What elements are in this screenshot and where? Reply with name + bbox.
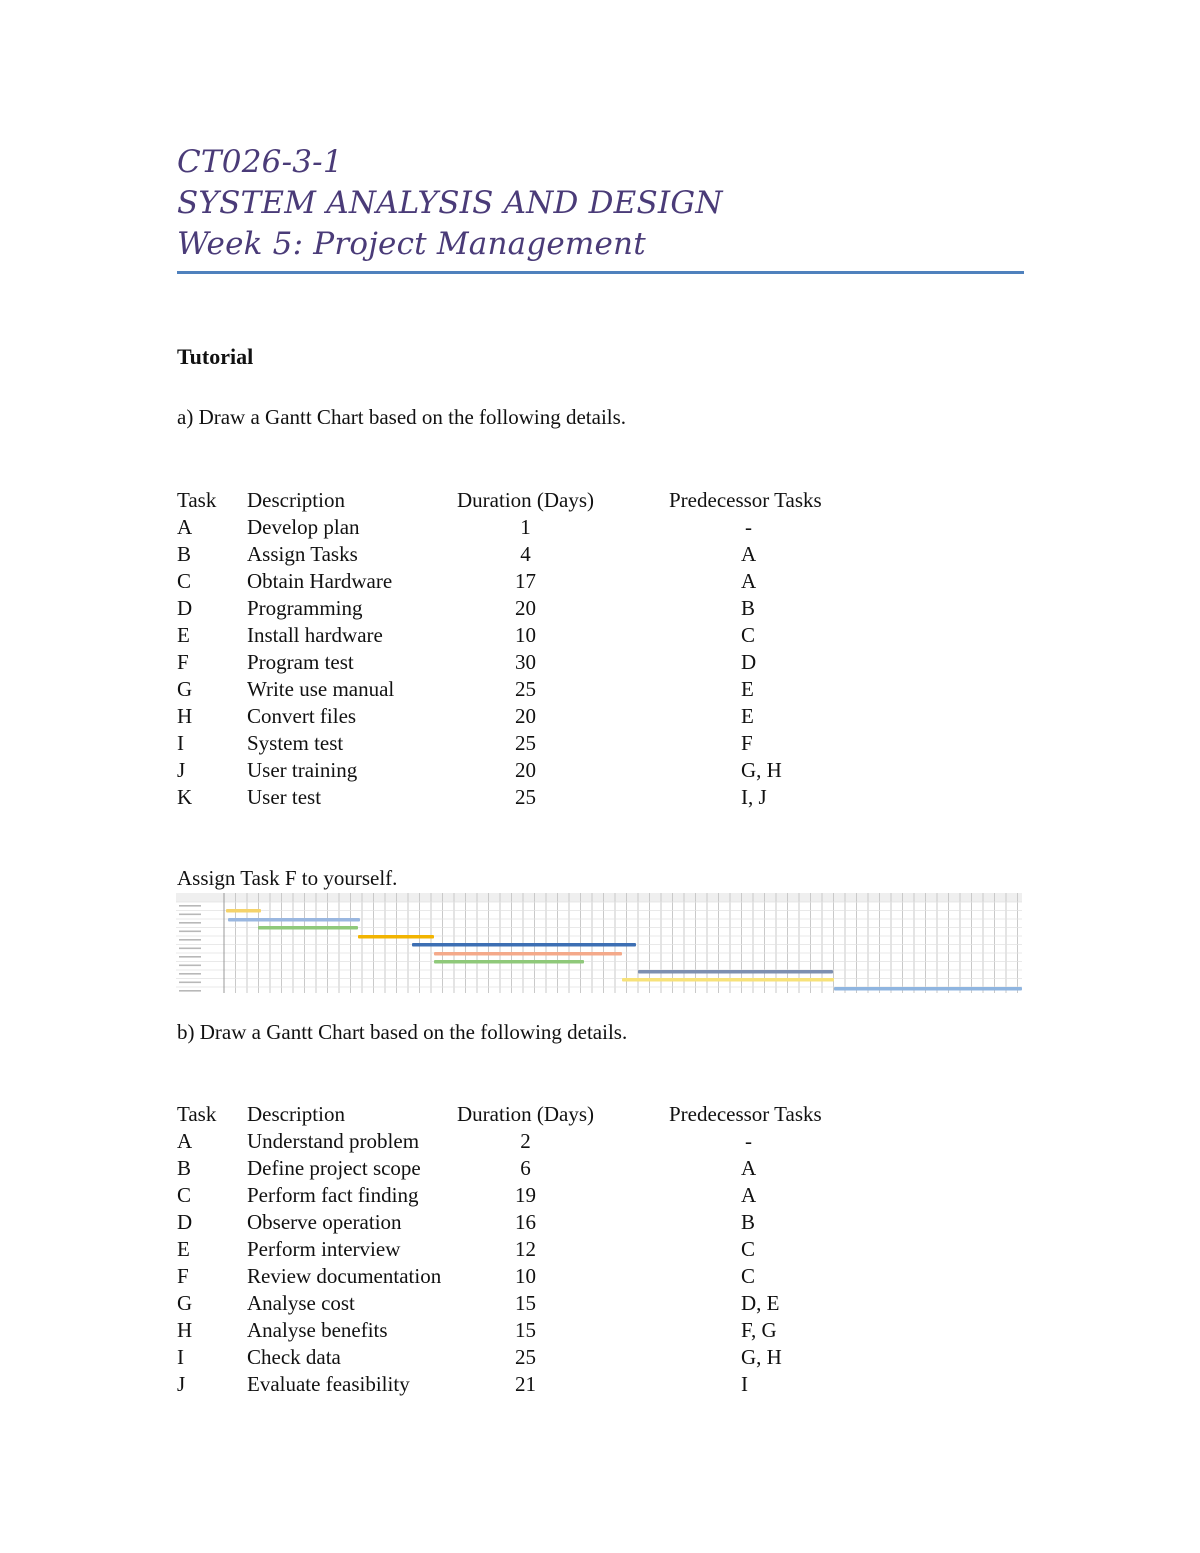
col-header-duration: Duration (Days) bbox=[457, 1102, 595, 1126]
predecessor-cell: B bbox=[741, 596, 756, 620]
predecessor-cell: A bbox=[741, 542, 757, 566]
description-cell: User test bbox=[247, 785, 322, 809]
table-row bbox=[177, 1209, 877, 1236]
gantt-bar-d bbox=[358, 935, 434, 939]
predecessor-cell: I, J bbox=[741, 785, 767, 809]
task-cell: F bbox=[177, 1264, 189, 1288]
task-cell: H bbox=[177, 704, 193, 728]
predecessor-cell: - bbox=[745, 1129, 752, 1153]
gantt-label-text bbox=[179, 939, 201, 941]
duration-cell: 30 bbox=[515, 650, 536, 674]
description-cell: Check data bbox=[247, 1345, 341, 1369]
description-cell: Install hardware bbox=[247, 623, 383, 647]
duration-cell: 1 bbox=[520, 515, 531, 539]
table-header-row bbox=[177, 487, 877, 514]
course-code: CT026-3-1 bbox=[177, 144, 343, 180]
predecessor-cell: - bbox=[745, 515, 752, 539]
task-cell: K bbox=[177, 785, 193, 809]
predecessor-cell: D bbox=[741, 650, 757, 674]
task-cell: C bbox=[177, 1183, 192, 1207]
duration-cell: 16 bbox=[515, 1210, 536, 1234]
predecessor-cell: I bbox=[741, 1372, 748, 1396]
duration-cell: 12 bbox=[515, 1237, 536, 1261]
question-b: b) Draw a Gantt Chart based on the following details. bbox=[177, 1020, 628, 1044]
description-cell: Convert files bbox=[247, 704, 357, 728]
table-row bbox=[177, 514, 877, 541]
table-row bbox=[177, 676, 877, 703]
predecessor-cell: C bbox=[741, 623, 756, 647]
table-row bbox=[177, 1182, 877, 1209]
col-header-predecessor: Predecessor Tasks bbox=[669, 488, 822, 512]
table-row bbox=[177, 1263, 877, 1290]
predecessor-cell: C bbox=[741, 1264, 756, 1288]
table-row bbox=[177, 595, 877, 622]
task-cell: A bbox=[177, 1129, 193, 1153]
description-cell: Analyse cost bbox=[247, 1291, 355, 1315]
description-cell: Review documentation bbox=[247, 1264, 442, 1288]
description-cell: System test bbox=[247, 731, 344, 755]
task-cell: C bbox=[177, 569, 192, 593]
gantt-bar-j bbox=[834, 987, 1022, 991]
gantt-label-text bbox=[179, 982, 201, 984]
section-heading: Tutorial bbox=[177, 344, 254, 369]
task-cell: D bbox=[177, 1210, 193, 1234]
task-cell: F bbox=[177, 650, 189, 674]
gantt-label-text bbox=[179, 905, 201, 907]
description-cell: Develop plan bbox=[247, 515, 360, 539]
predecessor-cell: A bbox=[741, 569, 757, 593]
task-cell: H bbox=[177, 1318, 193, 1342]
gantt-chart-image bbox=[176, 893, 1022, 993]
gantt-label-text bbox=[179, 965, 201, 967]
description-cell: User training bbox=[247, 758, 358, 782]
duration-cell: 10 bbox=[515, 1264, 536, 1288]
duration-cell: 15 bbox=[515, 1318, 536, 1342]
predecessor-cell: C bbox=[741, 1237, 756, 1261]
table-row bbox=[177, 622, 877, 649]
table-row bbox=[177, 1155, 877, 1182]
task-cell: B bbox=[177, 1156, 192, 1180]
predecessor-cell: A bbox=[741, 1156, 757, 1180]
description-cell: Programming bbox=[247, 596, 363, 620]
table-row bbox=[177, 649, 877, 676]
description-cell: Understand problem bbox=[247, 1129, 420, 1153]
table-row bbox=[177, 1371, 877, 1398]
predecessor-cell: F bbox=[741, 731, 753, 755]
table-row bbox=[177, 568, 877, 595]
duration-cell: 20 bbox=[515, 758, 536, 782]
gantt-label-text bbox=[179, 956, 201, 958]
description-cell: Analyse benefits bbox=[247, 1318, 388, 1342]
task-table-a bbox=[177, 487, 877, 811]
predecessor-cell: E bbox=[741, 704, 754, 728]
predecessor-cell: G, H bbox=[741, 1345, 782, 1369]
gantt-bar-f bbox=[434, 952, 622, 956]
task-cell: J bbox=[177, 758, 186, 782]
table-row bbox=[177, 541, 877, 568]
gantt-bar-i bbox=[622, 978, 834, 982]
predecessor-cell: G, H bbox=[741, 758, 782, 782]
title-underline bbox=[177, 271, 1024, 274]
col-header-duration: Duration (Days) bbox=[457, 488, 595, 512]
gantt-label-text bbox=[179, 990, 201, 992]
task-cell: J bbox=[177, 1372, 186, 1396]
duration-cell: 4 bbox=[520, 542, 531, 566]
table-header-row bbox=[177, 1101, 877, 1128]
predecessor-cell: B bbox=[741, 1210, 756, 1234]
gantt-label-text bbox=[179, 973, 201, 975]
duration-cell: 25 bbox=[515, 1345, 536, 1369]
task-cell: D bbox=[177, 596, 193, 620]
predecessor-cell: A bbox=[741, 1183, 757, 1207]
duration-cell: 25 bbox=[515, 785, 536, 809]
description-cell: Perform fact finding bbox=[247, 1183, 419, 1207]
duration-cell: 6 bbox=[520, 1156, 531, 1180]
predecessor-cell: F, G bbox=[741, 1318, 777, 1342]
task-cell: I bbox=[177, 1345, 184, 1369]
gantt-label-text bbox=[179, 948, 201, 950]
predecessor-cell: D, E bbox=[741, 1291, 780, 1315]
task-cell: A bbox=[177, 515, 193, 539]
table-row bbox=[177, 1236, 877, 1263]
description-cell: Obtain Hardware bbox=[247, 569, 393, 593]
gantt-label-text bbox=[179, 931, 201, 933]
task-cell: I bbox=[177, 731, 184, 755]
description-cell: Assign Tasks bbox=[247, 542, 358, 566]
duration-cell: 25 bbox=[515, 677, 536, 701]
gantt-bar-c bbox=[258, 926, 358, 930]
duration-cell: 15 bbox=[515, 1291, 536, 1315]
col-header-predecessor: Predecessor Tasks bbox=[669, 1102, 822, 1126]
gantt-bar-g bbox=[434, 960, 584, 964]
task-cell: E bbox=[177, 623, 190, 647]
duration-cell: 25 bbox=[515, 731, 536, 755]
question-a: a) Draw a Gantt Chart based on the following details. bbox=[177, 405, 627, 429]
gantt-header-band bbox=[176, 893, 1022, 902]
description-cell: Observe operation bbox=[247, 1210, 402, 1234]
description-cell: Define project scope bbox=[247, 1156, 421, 1180]
col-header-task: Task bbox=[177, 1102, 217, 1126]
gantt-bar-a bbox=[226, 909, 261, 913]
duration-cell: 20 bbox=[515, 704, 536, 728]
course-name: SYSTEM ANALYSIS AND DESIGN bbox=[177, 185, 723, 221]
duration-cell: 19 bbox=[515, 1183, 536, 1207]
table-row bbox=[177, 1344, 877, 1371]
duration-cell: 20 bbox=[515, 596, 536, 620]
col-header-description: Description bbox=[247, 1102, 345, 1126]
duration-cell: 10 bbox=[515, 623, 536, 647]
table-row bbox=[177, 730, 877, 757]
gantt-bar-h bbox=[638, 970, 833, 974]
table-row bbox=[177, 1317, 877, 1344]
table-row bbox=[177, 784, 877, 811]
col-header-task: Task bbox=[177, 488, 217, 512]
table-row bbox=[177, 1290, 877, 1317]
assign-note: Assign Task F to yourself. bbox=[177, 866, 398, 890]
duration-cell: 17 bbox=[515, 569, 536, 593]
task-cell: B bbox=[177, 542, 192, 566]
col-header-description: Description bbox=[247, 488, 345, 512]
table-row bbox=[177, 757, 877, 784]
table-row bbox=[177, 1128, 877, 1155]
gantt-bar-b bbox=[228, 918, 360, 922]
gantt-label-text bbox=[179, 922, 201, 924]
description-cell: Write use manual bbox=[247, 677, 395, 701]
predecessor-cell: E bbox=[741, 677, 754, 701]
gantt-label-text bbox=[179, 914, 201, 916]
week-title: Week 5: Project Management bbox=[177, 226, 646, 262]
task-table-b bbox=[177, 1101, 877, 1398]
task-cell: G bbox=[177, 1291, 193, 1315]
description-cell: Evaluate feasibility bbox=[247, 1372, 410, 1396]
description-cell: Program test bbox=[247, 650, 354, 674]
duration-cell: 2 bbox=[520, 1129, 531, 1153]
table-row bbox=[177, 703, 877, 730]
description-cell: Perform interview bbox=[247, 1237, 401, 1261]
title-block bbox=[177, 142, 1027, 265]
task-cell: E bbox=[177, 1237, 190, 1261]
gantt-bar-e bbox=[412, 943, 636, 947]
duration-cell: 21 bbox=[515, 1372, 536, 1396]
task-cell: G bbox=[177, 677, 193, 701]
